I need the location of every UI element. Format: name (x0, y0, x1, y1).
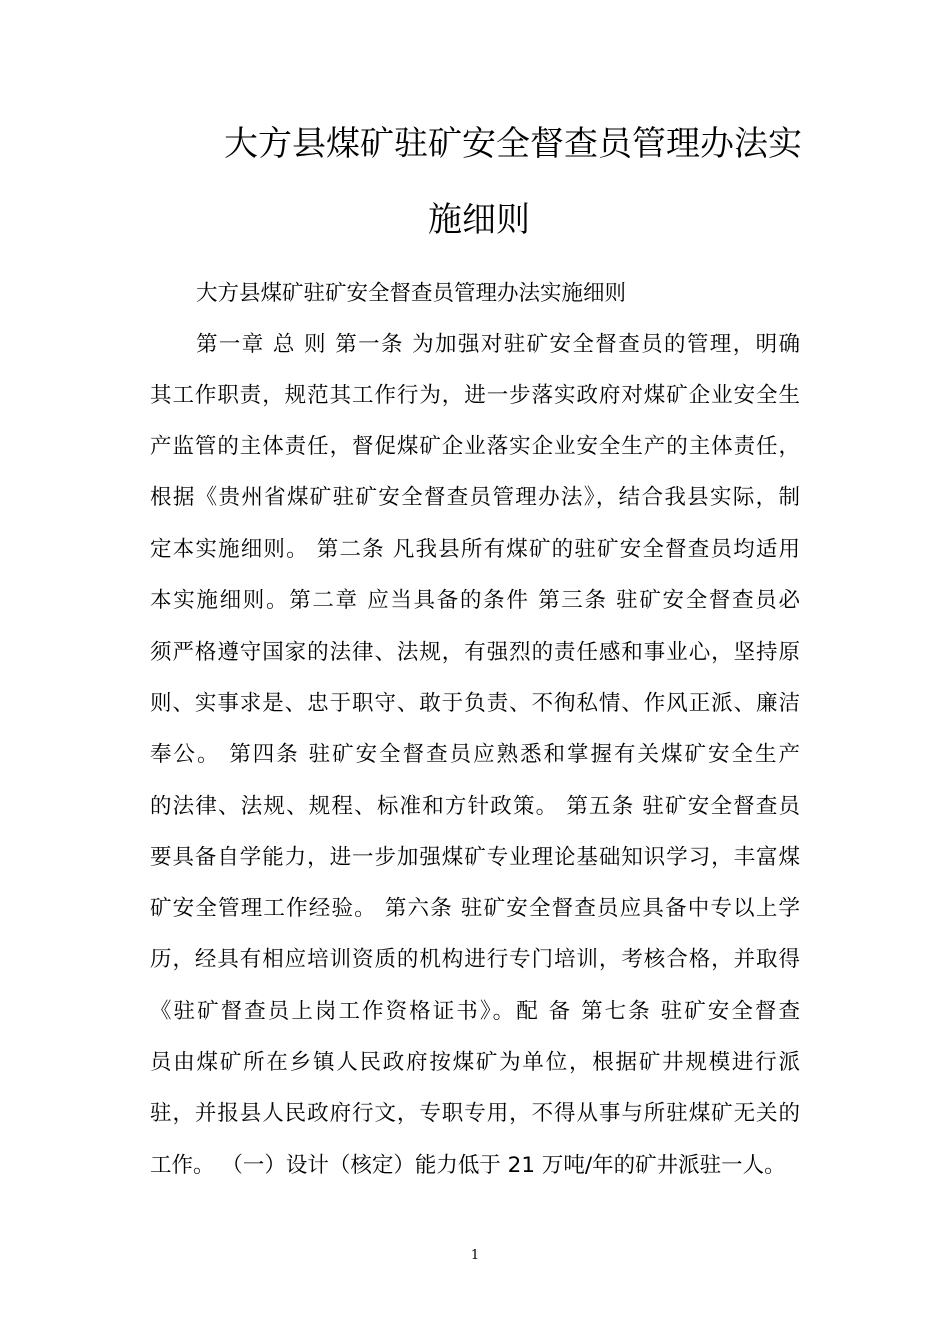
body-line-16: 驻，并报县人民政府行文，专职专用，不得从事与所驻煤矿无关的 (150, 1101, 800, 1126)
body-line-10: 的法律、法规、规程、标准和方针政策。 第五条 驻矿安全督查员 (150, 794, 800, 819)
body-line-2: 其工作职责，规范其工作行为，进一步落实政府对煤矿企业安全生 (150, 383, 800, 408)
body-line-1: 第一章 总 则 第一条 为加强对驻矿安全督查员的管理，明确 (196, 332, 800, 357)
body-line-13: 历，经具有相应培训资质的机构进行专门培训，考核合格，并取得 (150, 947, 800, 972)
body-line-17: 工作。 （一）设计（核定）能力低于 21 万吨/年的矿井派驻一人。 (150, 1153, 786, 1178)
document-title-line-2: 施细则 (428, 200, 530, 240)
page-number: 1 (470, 1248, 480, 1263)
body-line-11: 要具备自学能力，进一步加强煤矿专业理论基础知识学习，丰富煤 (150, 845, 800, 870)
body-line-9: 奉公。 第四条 驻矿安全督查员应熟悉和掌握有关煤矿安全生产 (150, 742, 800, 767)
document-title-line-1: 大方县煤矿驻矿安全督查员管理办法实 (224, 124, 802, 164)
body-line-5: 定本实施细则。 第二条 凡我县所有煤矿的驻矿安全督查员均适用 (150, 537, 800, 562)
body-line-7: 须严格遵守国家的法律、法规，有强烈的责任感和事业心，坚持原 (150, 640, 800, 665)
body-line-6: 本实施细则。第二章 应当具备的条件 第三条 驻矿安全督查员必 (150, 588, 800, 613)
body-line-14: 《驻矿督查员上岗工作资格证书》。配 备 第七条 驻矿安全督查 (150, 999, 800, 1024)
body-line-8: 则、实事求是、忠于职守、敢于负责、不徇私情、作风正派、廉洁 (150, 691, 800, 716)
body-line-12: 矿安全管理工作经验。 第六条 驻矿安全督查员应具备中专以上学 (150, 896, 800, 921)
body-line-4: 根据《贵州省煤矿驻矿安全督查员管理办法》，结合我县实际，制 (150, 485, 800, 510)
body-line-15: 员由煤矿所在乡镇人民政府按煤矿为单位，根据矿井规模进行派 (150, 1050, 800, 1075)
subtitle-line: 大方县煤矿驻矿安全督查员管理办法实施细则 (196, 281, 627, 306)
body-line-3: 产监管的主体责任，督促煤矿企业落实企业安全生产的主体责任， (150, 434, 800, 459)
